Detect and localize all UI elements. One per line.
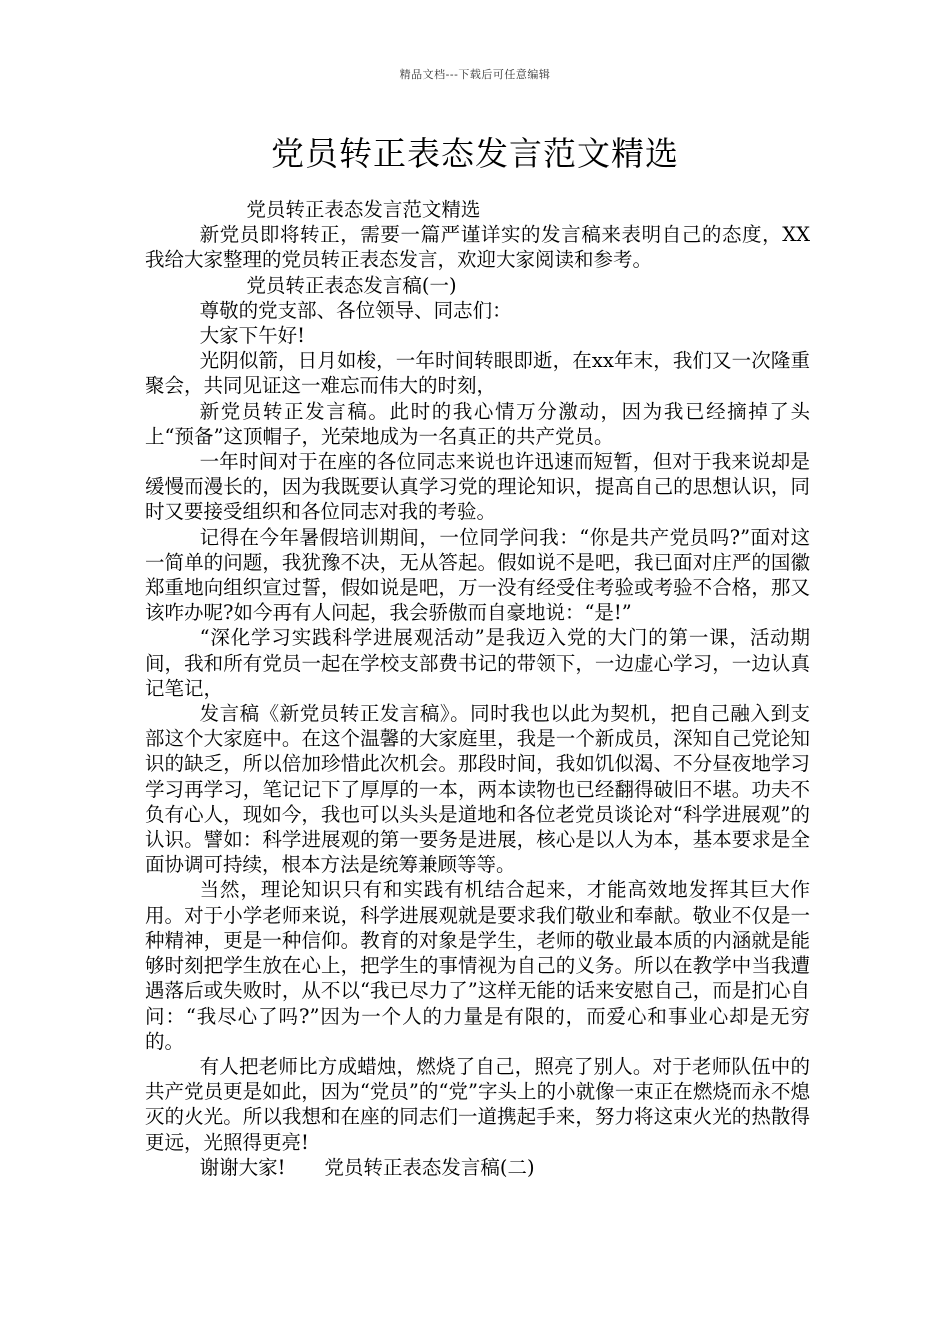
document-body	[145, 197, 810, 1180]
body-paragraph: 新党员转正发言稿。此时的我心情万分激动，因为我已经摘掉了头上“预备”这顶帽子，光荣地成为一名真正的共产党员。	[145, 399, 810, 448]
document-title: 党员转正表态发言范文精选	[271, 134, 679, 173]
salutation-paragraph: 尊敬的党支部、各位领导、同志们：	[199, 298, 512, 322]
intro-paragraph: 新党员即将转正，需要一篇严谨详实的发言稿来表明自己的态度，XX我给大家整理的党员转正表态发言，欢迎大家阅读和参考。	[145, 223, 810, 272]
subtitle-paragraph: 党员转正表态发言范文精选	[246, 198, 481, 221]
body-paragraph: 一年时间对于在座的各位同志来说也许迅速而短暂，但对于我来说却是缓慢而漫长的，因为我既要认真学习党的理论知识，提高自己的思想认识，同时又要接受组织和各位同志对我的考验。	[145, 450, 810, 524]
body-paragraph: 记得在今年暑假培训期间，一位同学问我：“你是共产党员吗?”面对这一简单的问题，我犹豫不决，无从答起。假如说不是吧，我已面对庄严的国徽郑重地向组织宣过誓，假如说是吧，万一没有经受住考验或考验不合格，那又该咋办呢?如今再有人问起，我会骄傲而自豪地说：“是!”	[145, 525, 810, 625]
body-paragraph: 发言稿《新党员转正发言稿》。同时我也以此为契机，把自己融入到支部这个大家庭中。在这个温馨的大家庭里，我是一个新成员，深知自己党论知识的缺乏，所以倍加珍惜此次机会。那段时间，我如饥似渴、不分昼夜地学习学习再学习，笔记记下了厚厚的一本，两本读物也已经翻得破旧不堪。功夫不负有心人，现如今，我也可以头头是道地和各位老党员谈论对“科学进展观”的认识。譬如：科学进展观的第一要务是进展，核心是以人为本，基本要求是全面协调可持续，根本方法是统筹兼顾等等。	[145, 702, 810, 877]
body-paragraph: 光阴似箭，日月如梭，一年时间转眼即逝，在xx年末，我们又一次隆重聚会，共同见证这一难忘而伟大的时刻，	[145, 349, 810, 398]
section-heading-1: 党员转正表态发言稿(一)	[246, 273, 457, 297]
body-paragraph: “深化学习实践科学进展观活动”是我迈入党的大门的第一课，活动期间，我和所有党员一起在学校支部费书记的带领下，一边虚心学习，一边认真记笔记，	[145, 626, 810, 700]
body-paragraph: 当然，理论知识只有和实践有机结合起来，才能高效地发挥其巨大作用。对于小学老师来说，科学进展观就是要求我们敬业和奉献。敬业不仅是一种精神，更是一种信仰。教育的对象是学生，老师的敬业最本质的内涵就是能够时刻把学生放在心上，把学生的事情视为自己的义务。所以在教学中当我遭遇落后或失败时，从不以“我已尽力了”这样无能的话来安慰自己，而是扪心自问：“我尽心了吗?”因为一个人的力量是有限的，而爱心和事业心却是无穷的。	[145, 878, 810, 1053]
closing-paragraph: 谢谢大家! 党员转正表态发言稿(二)	[199, 1155, 535, 1179]
greeting-paragraph: 大家下午好!	[199, 324, 305, 348]
body-paragraph: 有人把老师比方成蜡烛，燃烧了自己，照亮了别人。对于老师队伍中的共产党员更是如此，因为“党员”的“党”字头上的小就像一束正在燃烧而永不熄灭的火光。所以我想和在座的同志们一道携起手来，努力将这束火光的热散得更远，光照得更亮!	[145, 1054, 810, 1154]
header-note: 精品文档---下载后可任意编辑	[399, 68, 551, 81]
